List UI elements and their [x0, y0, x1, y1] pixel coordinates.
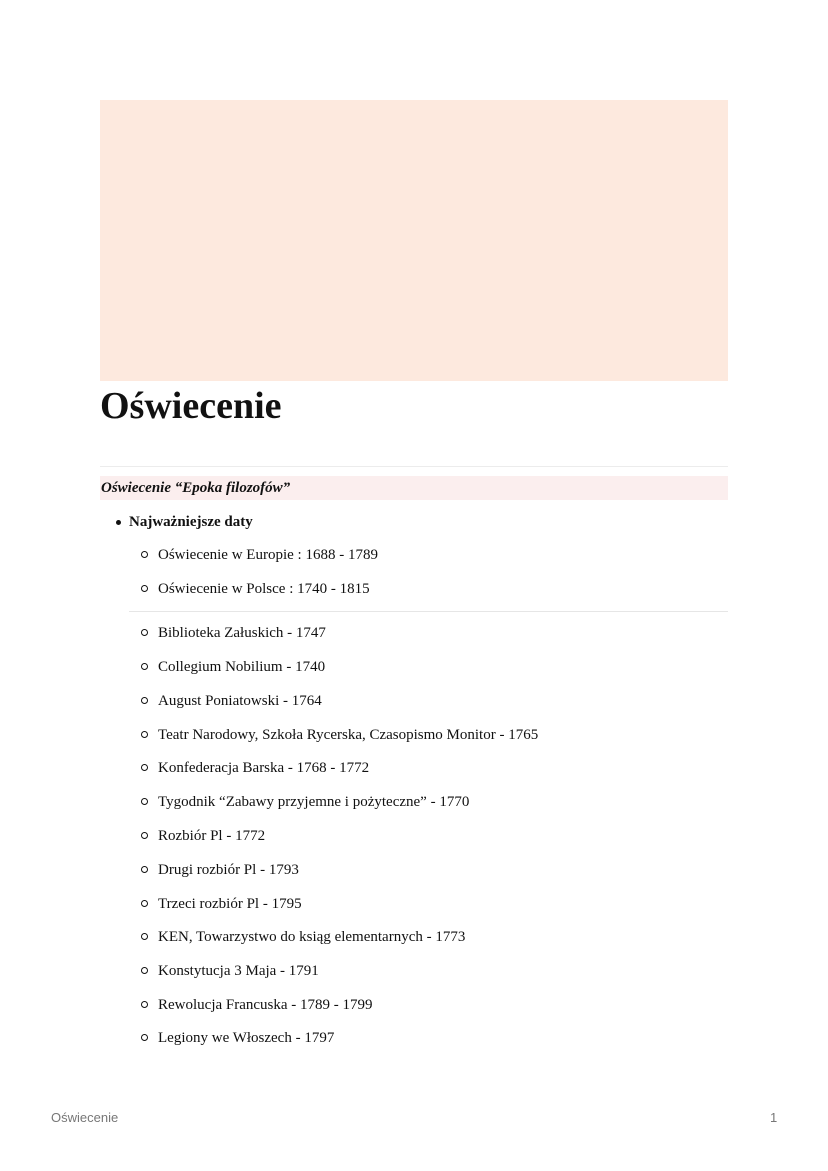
list-item: Trzeci rozbiór Pl - 1795: [158, 896, 302, 912]
list-item: Drugi rozbiór Pl - 1793: [158, 862, 299, 878]
list-item: Legiony we Włoszech - 1797: [158, 1030, 335, 1046]
list-item: Collegium Nobilium - 1740: [158, 659, 326, 675]
list-item: KEN, Towarzystwo do ksiąg elementarnych - 1773: [158, 929, 466, 945]
list-item: Rozbiór Pl - 1772: [158, 828, 266, 844]
list-item: Konstytucja 3 Maja - 1791: [158, 963, 319, 979]
list-item: Konfederacja Barska - 1768 - 1772: [158, 760, 370, 776]
divider: [100, 466, 728, 467]
list-item: Oświecenie w Polsce : 1740 - 1815: [158, 581, 370, 597]
page-title: Oświecenie: [100, 385, 282, 427]
list-item: Tygodnik “Zabawy przyjemne i pożyteczne” - 1770: [158, 794, 470, 810]
list-heading: Najważniejsze daty: [129, 514, 253, 530]
list-item: Biblioteka Załuskich - 1747: [158, 625, 326, 641]
section-heading: Oświecenie “Epoka filozofów”: [100, 476, 728, 500]
list-item: August Poniatowski - 1764: [158, 693, 322, 709]
list-item: Rewolucja Francuska - 1789 - 1799: [158, 997, 373, 1013]
divider: [129, 611, 728, 612]
list-item: Oświecenie w Europie : 1688 - 1789: [158, 547, 378, 563]
cover-image: [100, 100, 728, 381]
page-number: 1: [770, 1110, 778, 1125]
footer-title: Oświecenie: [51, 1110, 119, 1125]
list-item: Teatr Narodowy, Szkoła Rycerska, Czasopismo Monitor - 1765: [158, 727, 539, 743]
